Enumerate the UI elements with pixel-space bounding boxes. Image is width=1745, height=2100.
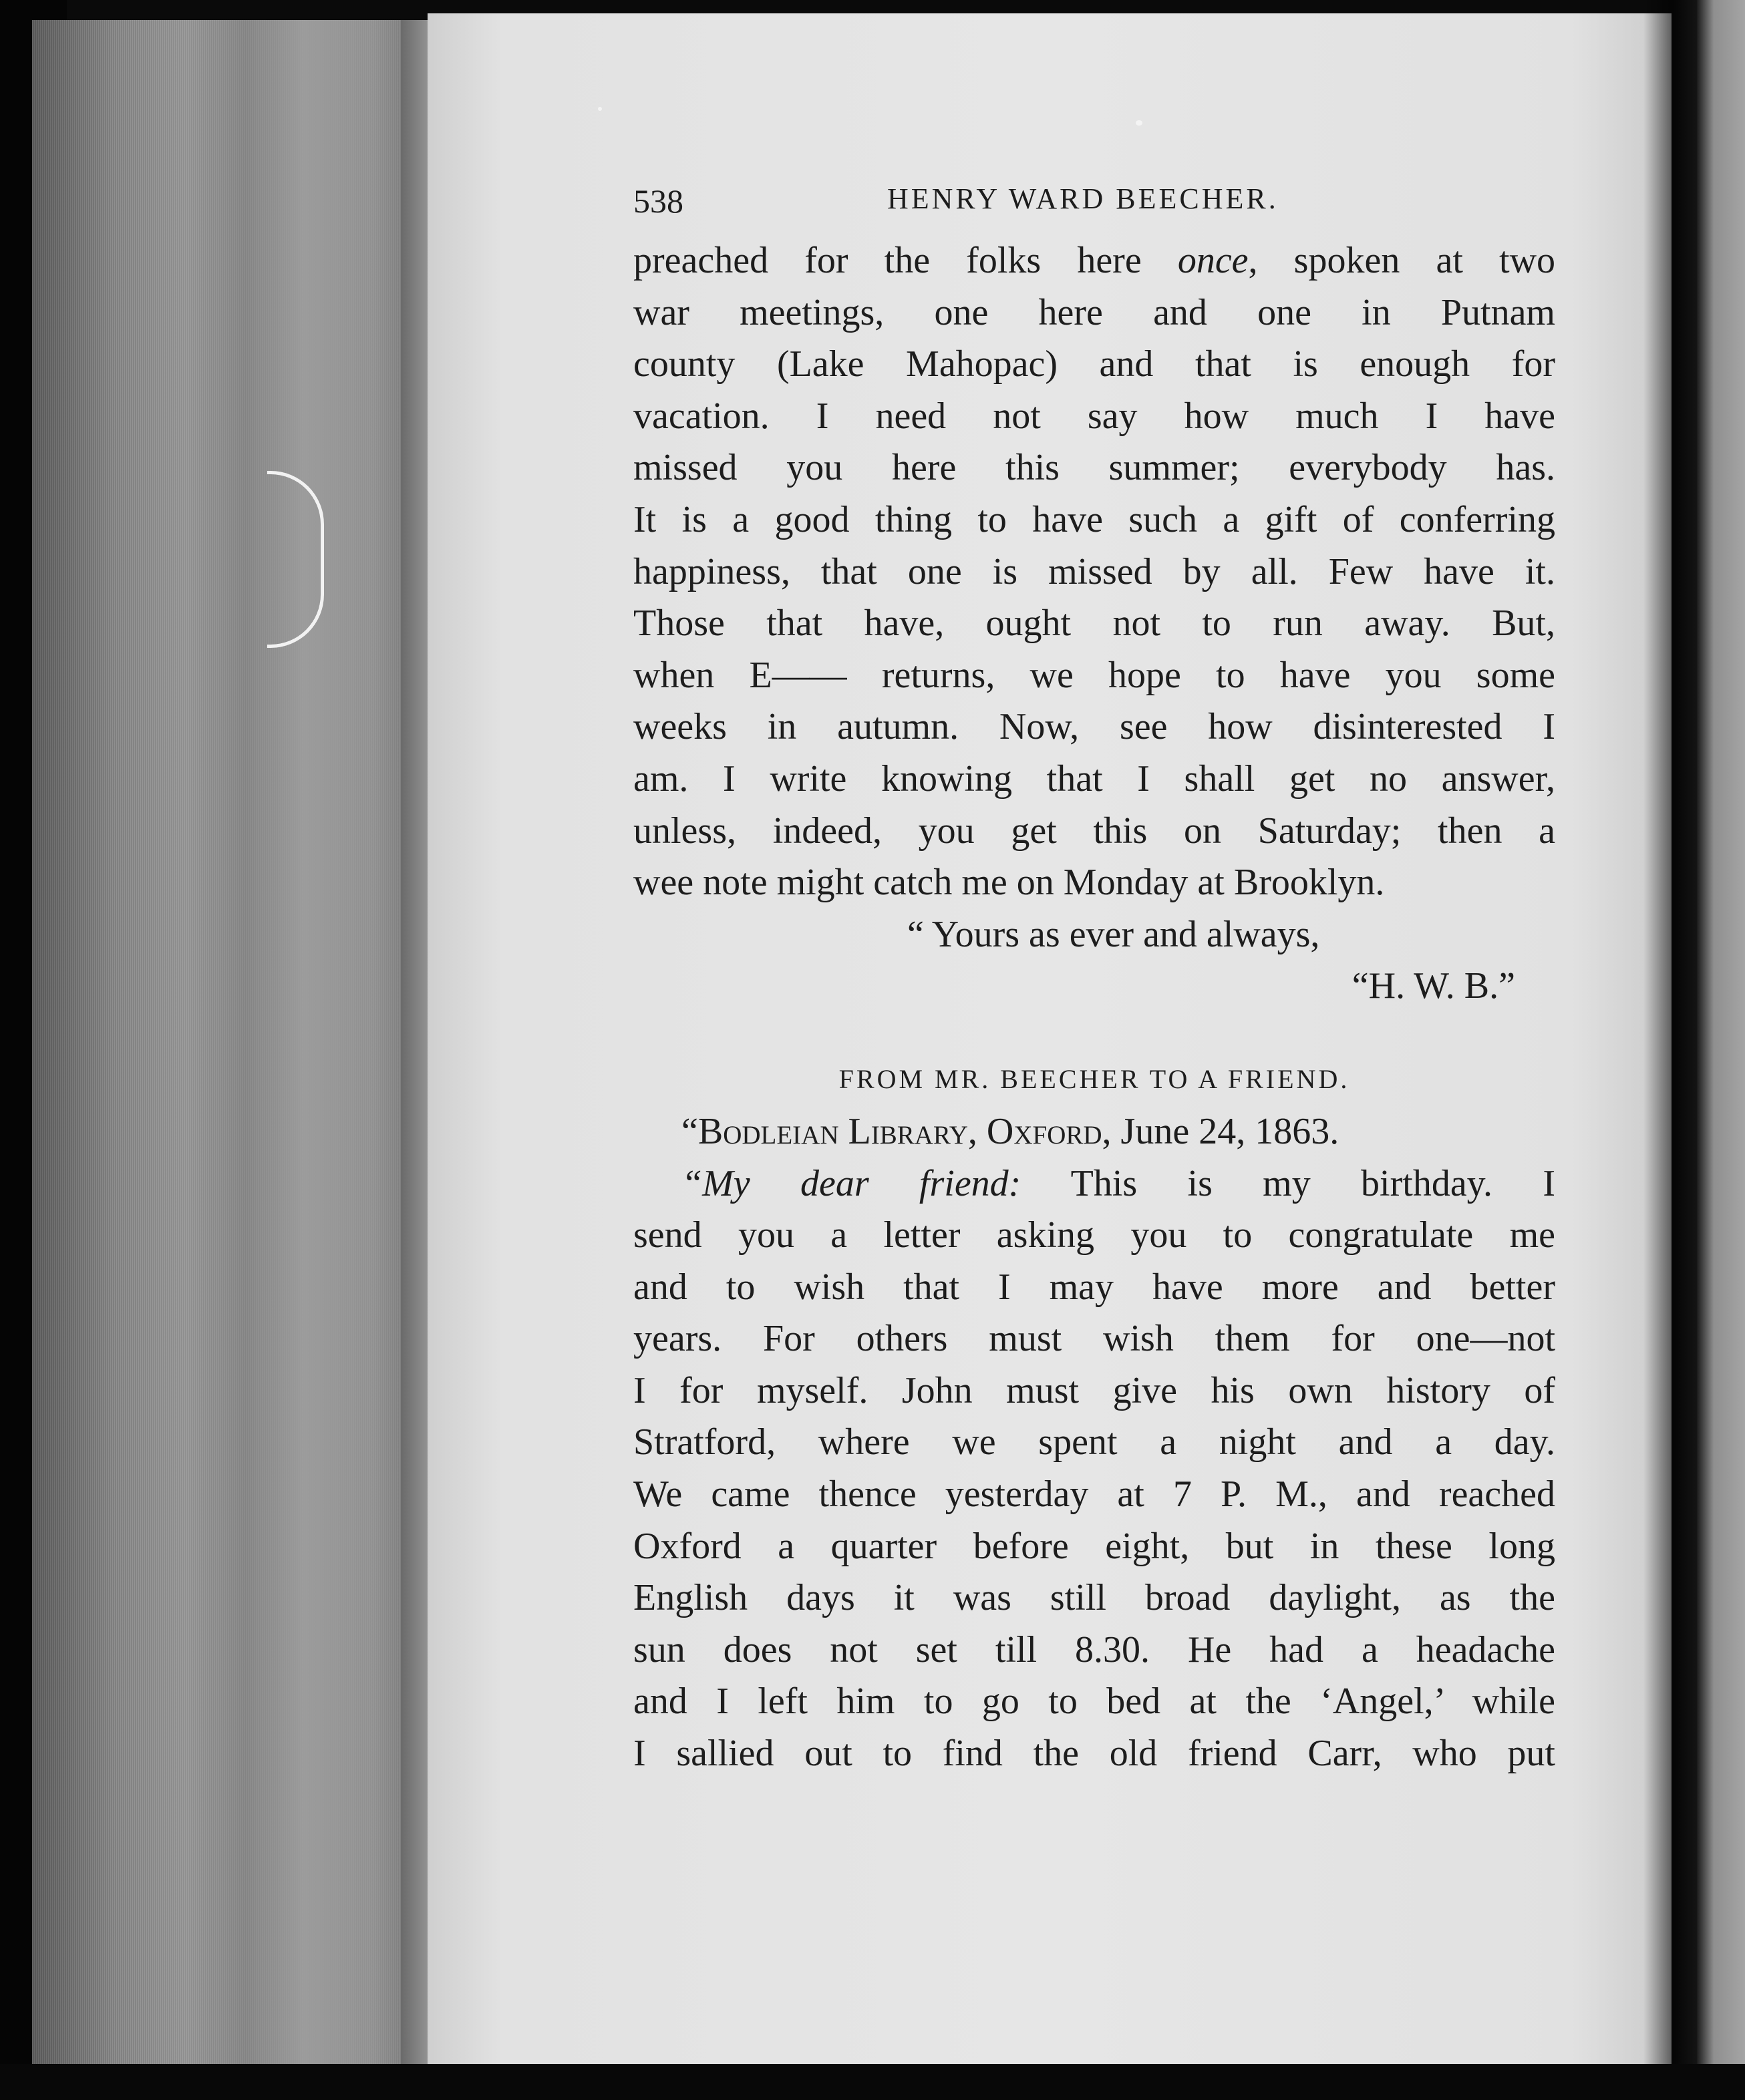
page-number: 538 xyxy=(633,182,683,220)
text-line xyxy=(633,1158,1555,1210)
scan-scratch-mark xyxy=(267,471,324,648)
letter-continuation xyxy=(633,235,1555,1013)
text-line: vacation. I need not say how much I have xyxy=(633,395,1555,437)
text-line: when E—— returns, we hope to have you some xyxy=(633,654,1555,696)
text-line: English days it was still broad daylight, as the xyxy=(633,1577,1555,1619)
text-line: send you a letter asking you to congratulate me xyxy=(633,1214,1555,1256)
spine-shadow xyxy=(1643,0,1697,2100)
running-head xyxy=(633,175,1555,235)
text-line-part: , spoken at two xyxy=(1248,240,1556,281)
scan-border-bottom xyxy=(0,2064,1745,2100)
text-line: happiness, that one is missed by all. Few have it. xyxy=(633,550,1555,592)
scan-speck xyxy=(598,107,602,111)
text-line: am. I write knowing that I shall get no answer, xyxy=(633,757,1555,800)
running-head-title: HENRY WARD BEECHER. xyxy=(887,182,1279,215)
second-letter xyxy=(633,1106,1555,1780)
text-line xyxy=(633,235,1555,287)
scan-speck xyxy=(1136,120,1142,126)
valediction: “ Yours as ever and always, xyxy=(907,913,1320,955)
text-line-part: preached for the folks here xyxy=(633,240,1178,281)
text-line: wee note might catch me on Monday at Brooklyn. xyxy=(633,862,1385,904)
text-line: We came thence yesterday at 7 P. M., and reached xyxy=(633,1473,1555,1516)
text-line: I for myself. John must give his own history of xyxy=(633,1369,1555,1411)
text-line: Stratford, where we spent a night and a day. xyxy=(633,1421,1555,1463)
facing-page-edge xyxy=(1697,0,1745,2100)
text-line: county (Lake Mahopac) and that is enough for xyxy=(633,343,1555,385)
page-text xyxy=(633,175,1555,1780)
dateline xyxy=(633,1106,1555,1158)
text-line: It is a good thing to have such a gift of conferring xyxy=(633,498,1555,540)
text-line: Those that have, ought not to run away. But, xyxy=(633,602,1555,645)
text-line: and I left him to go to bed at the ‘Angel,’ while xyxy=(633,1681,1555,1723)
book-page-edges xyxy=(32,20,420,2064)
text-line: Oxford a quarter before eight, but in these long xyxy=(633,1525,1555,1567)
text-line: years. For others must wish them for one—not xyxy=(633,1318,1555,1360)
text-line: I sallied out to find the old friend Carr, who put xyxy=(633,1733,1555,1775)
dateline-place: “Bodleian Library, Oxford, xyxy=(681,1110,1112,1152)
text-line-part: This is my birthday. I xyxy=(1070,1162,1555,1204)
text-line: and to wish that I may have more and better xyxy=(633,1266,1555,1308)
dateline-date: June 24, 1863. xyxy=(1120,1110,1339,1152)
text-line: missed you here this summer; everybody has. xyxy=(633,447,1555,489)
text-line: sun does not set till 8.30. He had a headache xyxy=(633,1628,1555,1671)
letter-heading: FROM MR. BEECHER TO A FRIEND. xyxy=(838,1063,1350,1094)
salutation: “My dear friend: xyxy=(681,1162,1021,1204)
text-line: weeks in autumn. Now, see how disinterested I xyxy=(633,706,1555,748)
emphasized-word: once xyxy=(1177,240,1249,281)
text-line: war meetings, one here and one in Putnam xyxy=(633,291,1555,333)
signature: “H. W. B.” xyxy=(1352,965,1515,1007)
text-line: unless, indeed, you get this on Saturday; then a xyxy=(633,810,1555,852)
